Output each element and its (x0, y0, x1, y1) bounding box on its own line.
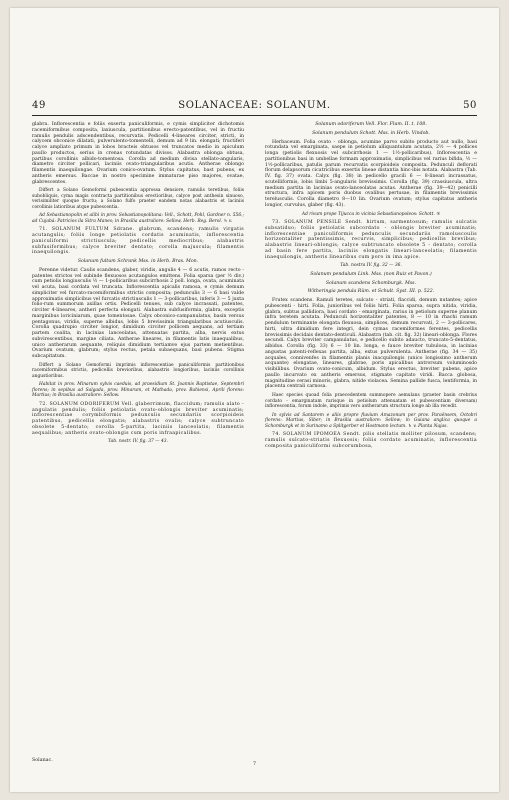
paragraph: Differt a Solano Gemoformi imprimis inflorescentiae paniculiformis partitionibus racemiformibus strictis, pedicellis brevioribus, alabastris longioribus, laciniis corollinis angustioribus. (32, 362, 244, 379)
footer-signature: Solanac. (32, 758, 53, 763)
left-text-column (32, 122, 244, 445)
paragraph: Differt a Solano Gemoformi pubescentia approssa densiore, ramulis teretibus, foliis subobliquis, cyma magis contracta partitionibus erectioribus, calyce post anthesin sinuoso, verisimiliter quoque fructu; a Solano fulfo praeter eandem notas alabastris et laciniis corollinis latioribus atque pubescentia. (32, 188, 244, 210)
paragraph: Frutex scandens. Ramuli teretes, sulcato - striati, flaccidi, demum nutantes; apice pubescenti - hirti. Folia, junioribus vel foliis hirti. Folia sparsa, supra nitida, viridia, glabra, subtus pallidiora, basi cordato - emarginata, rarius in petiolum superne planum infra teretem acutata. Pedunculi horizontaliter patentes, 8 — 10 in rhachi ramum pendulum terminante elongata flexuosa, simplices, demum recurvati, 2 — 3-pollicares, hirti, ultra dimidium fere integri, dein cymas racemiformes ferentes, pedicellis brevissimis decidais dentato-denticuli. Alabastra (tab. cit. fig. 32) lineari-oblonga. Flores secundi. Calyx breviter campanulatus, e pedicello subito adaucto, truncato-5-dentatus, albidus. Corolla (fig. 33) 6 — 10 lin. longa, e fauce breviter tubulosa, in lacinias angustas patenti-reflexas partita, alba, extus pulverulenta. Antherae (fig. 34 — 35) acquales, connivenfes in filamentis planis inacquilongis (unico longissimo antherum acquante) elongatae, lineares, glabrae, poris apicalibus antrorsum voluminosdo visibilibus. Ovarium ovato-conicum, albidum. Stylus erectus, breviter pubens, apice paullo incurvato ex antheris emersus, stigmate capitato viridi. Bacca globosa, magnitudine cerasi minoris, glabra, nitide violacea. Semina pallide fusca, lentiformia, in placenta centrali carnosa. (265, 298, 477, 390)
header-rule (32, 115, 477, 116)
paragraph: Tab. nostra IV. fig. 32 — 36. (340, 263, 402, 269)
paragraph: Solanum scandens Schomburgk. Mss. (325, 280, 417, 286)
book-page (10, 8, 499, 792)
paragraph: Ad Sebastianopolin et alibi in prov. Sebastianopolitana: Vell., Schott, Pohl, Gardner n. 556.; ad Cujabá: Patricios ila Sitra Manes; in Brasilia australiore: Sellow, Herb. Reg. Berol. ♄ v. (32, 213, 244, 224)
paragraph: glabra. Inflorescentia e foliis exserta paniculiformis, e cymis simpliciter dichotomis racemiformibus composita, laxiuscula, partitionibus erecto-patentibus, vel in fructiu ramulis pendulis adscendentibus, recurvatis. Pedicelli 4-lineares circiter, stricti, in calycem obconice dilatati, pulverulento-tomentelli, demum ad 9 lin. elongati; fructiferi calyce ampliato primum in lobos bracteis obtusos vel truncatos medio in apiculum paullo productos, serius in crenas rotundatas divisos. Alabastra oblonga obtusa, partibus corollinis albido-tomentosa. Corolla ad medium divisa stellato-angularis, diametro circiter pollicari, laciniis ovato-triangularibus acutis. Antherae oblongo filamentis inaequilongae. Ovarium conico-ovatum. Stylus capitatus, bast pubens, ex antheris emersus. Baccae in nostro speciminе immaturae piso majores, ovatae, glabrescentes. (32, 122, 244, 185)
paragraph: Herbaceum. Folia ovato - oblonga, acumine parvo subito producto aut nullo, basi rotundata vel emarginata, saepe in petiolum alliquantulum acutata, 2½ — 4 pollices longa (petiolis flexuosis vel subcirrhosis 1 — 1½-pollicaribus). Inflorescentia e partitionibus basi in umbellae formam approximatis, simplicibus vel rarius bifida, ½ — 1½-pollicaribus, patulis parum recurvatis scorpioideis composita. Pedunculi deflorati florum delapsorum cicatricibus exsertis lineae distantia hinc-ibis notata. Alabastra (Tab. IV. fig. 37) ovata. Calyx (fig. 38) in pedicello gracili 6 — 8-lineari incrassatus, scutelliformis, lobis limbi 5-angularis brevissimis. Corolla (fig. 39) crassiuscula, ultra medium partita in lacinias ovato-lanceolatas acutas. Antherae (fig. 39—42) penicilli structura, infra apicem poris duobus ovalibus pertusae, in filamentis brevissimis terelusculis. Corolla diametro 8—10 lin. Ovarium ovatum; stylus capitatus antheris longior, curvulus, glaber (fig. 43). (265, 139, 477, 208)
paragraph: Solanum pendulum Link. Mss. (non Ruiz et Pavon.) (310, 271, 432, 277)
footer-sheet-number: 7 (252, 762, 257, 767)
paragraph: Solanum odoriferum Vell. Flor. Flum. II. t. 108. (315, 122, 427, 127)
page-number-left: 49 (32, 100, 46, 111)
paragraph: Witheringia pendula Rüm. et Schult. Syst. III. p. 522. (307, 289, 435, 295)
running-title: SOLANACEAE: SOLANUM. (178, 100, 331, 111)
paragraph: 72. SOLANUM ODORIFERUM Vell. glaberrimum, flaccidum; ramulis alato - angulatis pendulis; foliis petiolatis ovato-oblongis breviter acuminatis; inflorescentiae corymbiformis pedunculis secundariis scorpioideis patentibus, pedicellis elongatis; alabastris ovalis; calyce subtruncato obsolete 5-dentato; corolla 5-partita, laciniis lanceolatis; filamentis aequalibus; antheris ovato-oblongis cum poris infraapicalibus. (32, 401, 244, 436)
paragraph: 73. SOLANUM PENSILE Sendt. hirtum, sarmentosum; ramulis sulcatis subsatiduo; foliis petiolatis subcordato - oblongis breviter acuminatis; inflorescentiae paniculiformis pedunculis secundariis ramoluscoulis horizontaliter patentissimis, recurvis, simplicibus; pedicellis brevibus; alabastris lineari-oblongis; calyce subtruncato obsolete 5 - dentato; corolla ad basin fere partita, laciniis elongatis lineari-lanceolatis; filamentis inaequilongis, antheris linearibus cum poro in ima apice. (265, 220, 477, 260)
paragraph: Habitat in prov. Minarum sylvis caeduis, ad praesidium St. Joannis Baptistae, Septembri florens; in sepibus ad Salgada, prov. Minarum, et Mathada, prov. Bahiensi, Aprili florens: Martius; in Brasilia australiore: Sellow. (32, 382, 244, 399)
paragraph: 74. SOLANUM IPOMOEA Sendt. pilis stellatis molliter pilosum, scandens; ramulis sulcato-striatis flexuosis; foliis cordato acuminatis, inflorescentia composita paniculiformi subcorumbosa, (265, 432, 477, 449)
paragraph: 71. SOLANUM FULTUM Sdrane. glabrum, scandens; ramulis virgatis acutangulis; foliis longe petiolatis cordatis acuminatis, inflorescentia paniculiformi strictiuscula; pedicellis mediocribus; alabastris subfusiformibus; calyce breviter dentato; corolla majuscula; filamentis inaequilongis. (32, 227, 244, 256)
right-text-column (265, 122, 477, 449)
paragraph: Solanum pendulum Schott. Mss. in Herb. Vindob. (312, 130, 430, 136)
running-header (32, 100, 477, 114)
paragraph: Haec species quoad folia praecedentem summopere aemulans (praeter basin crebrius cordato - emarginatam rarisque in petiolum attenuatam et pubescentiam diversam) inflorescentia, forum indole, imprimis vero antherarum structura longe ab illa recedit. (265, 393, 477, 409)
paragraph: Solanum fultum Schrank Mss. in Herb. Bras. Mon. (77, 259, 199, 264)
page-number-right: 50 (463, 100, 477, 111)
paragraph: In sylvis ad Santarem e aliis propre fluvium Amazonum per prov. Paraënsem, Octobri florens: Martius, Siber; in Brasilia australiore: Sellow; in Guiana anglica quoque a Schomburgk et in Surinamo a Splitgerber et Hostmann lectum. ♄ v. Planta Najas. (265, 412, 477, 429)
paragraph: Perenne videtur. Caulis scandens, glaber, viridis, angulis 4 — 6 acutis, ramos recto - patentes strictos vel subinde flexuosos acutangulos emittens. Folia sparsa (per ½ div.) cum petiolis longiusculis ½ — 1-pollicaribus subcirrhosis 2 poll. longa, ovata, acuminata vel acuta, basi cordata vel truncata. Inflorescentia apicalis ramosa, e cymis demum simpliciter vel furcato-racemiformibus strictis composita; pedunculis 3 — 6 basi valde approximatis simplicibus vel furcatis strictiusculis 1 — 3-pollicaribus, inferis 3 — 5 juxta folio-rum summorum axillas ortis. Pedicelli tenues, sub calyce incrassati, patentes, circiter 4-lineares, antheri perfecta elongati. Alabastra subfusiformia, glabra, exceptis marginibus loriciniarum, quae tomentosae. Calyx obconico-campanulatus, basin versus pentagonus, viridis, superne albidus, lobis 5 brevissimis triangularibus acutiusculis. Corolla quadrupio circiter longior, dimidium circiter pollicem aequans, ad tertiam partem coalita, in lacinias lanceolatas, attenuatas partita, alba, nervis extus subvirescentibus, margine ciliata. Antherae lineares, in filamentis latis inaequalibus, unico antherarum aequante, reliquis dimidium tertiamve ejus partem metientibus. Ovarium ovatum, glabrum; stylus rectus, petala subaequans, basi pubens. Stigma subcapitatum. (32, 267, 244, 359)
paragraph: Ad rivum prope Tijucca in vicinia Sebastianopoleos: Schott. ♃ (301, 211, 441, 217)
paragraph: Tab. nostr. IV. fig. 37 — 43. (108, 439, 168, 445)
